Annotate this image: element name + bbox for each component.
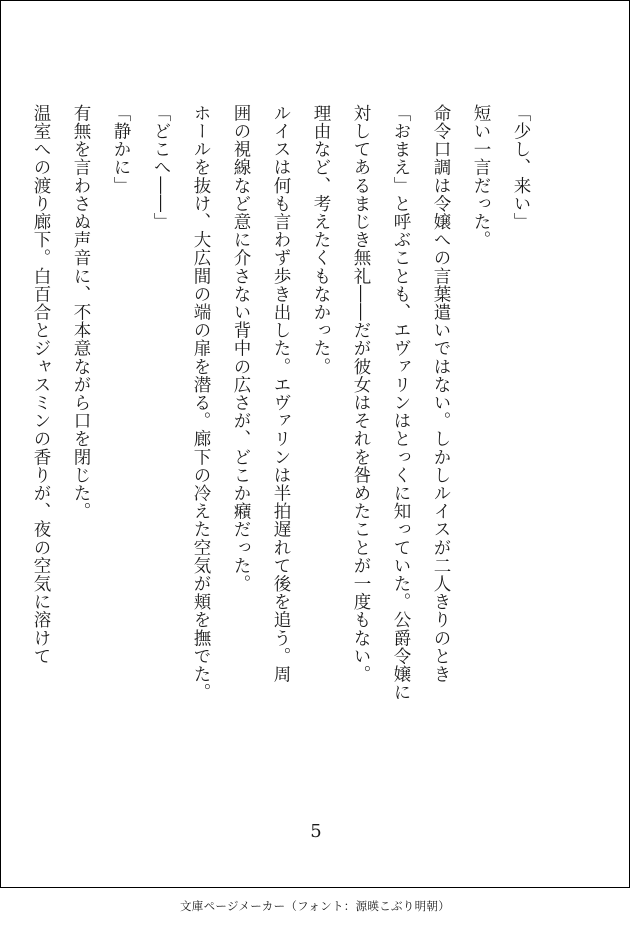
text-line: ホールを抜け、大広間の端の扉を潜る。廊下の冷えた空気が頬を撫でた。 — [191, 104, 211, 702]
text-line: 「おまえ」と呼ぶことも、エヴァリンはとっくに知っていた。公爵令嬢に — [391, 104, 411, 702]
text-line: 短い一言だった。 — [471, 104, 491, 249]
text-line: 温室への渡り廊下。白百合とジャスミンの香りが、夜の空気に溶けて — [31, 104, 51, 666]
text-line: 命令口調は令嬢への言葉遣いではない。しかしルイスが二人きりのとき — [431, 104, 451, 684]
text-line: 「静かに」 — [111, 104, 131, 195]
text-line: 「少し、来い」 — [511, 104, 531, 231]
text-line: 囲の視線など意に介さない背中の広さが、どこか癪だった。 — [231, 104, 251, 593]
vertical-body-text — [21, 104, 541, 804]
text-line: 「どこへ――」 — [151, 104, 171, 231]
text-line: 対してあるまじき無礼――だが彼女はそれを咎めたことが一度もない。 — [351, 104, 371, 684]
text-line: ルイスは何も言わず歩き出した。エヴァリンは半拍遅れて後を追う。周 — [271, 104, 291, 684]
footer-credit: 文庫ページメーカー（フォント：源暎こぶり明朝） — [179, 899, 451, 913]
page-number: 5 — [310, 821, 322, 842]
text-line: 有無を言わさぬ声音に、不本意ながら口を閉じた。 — [71, 104, 91, 521]
text-line: 理由など、考えたくもなかった。 — [311, 104, 331, 376]
